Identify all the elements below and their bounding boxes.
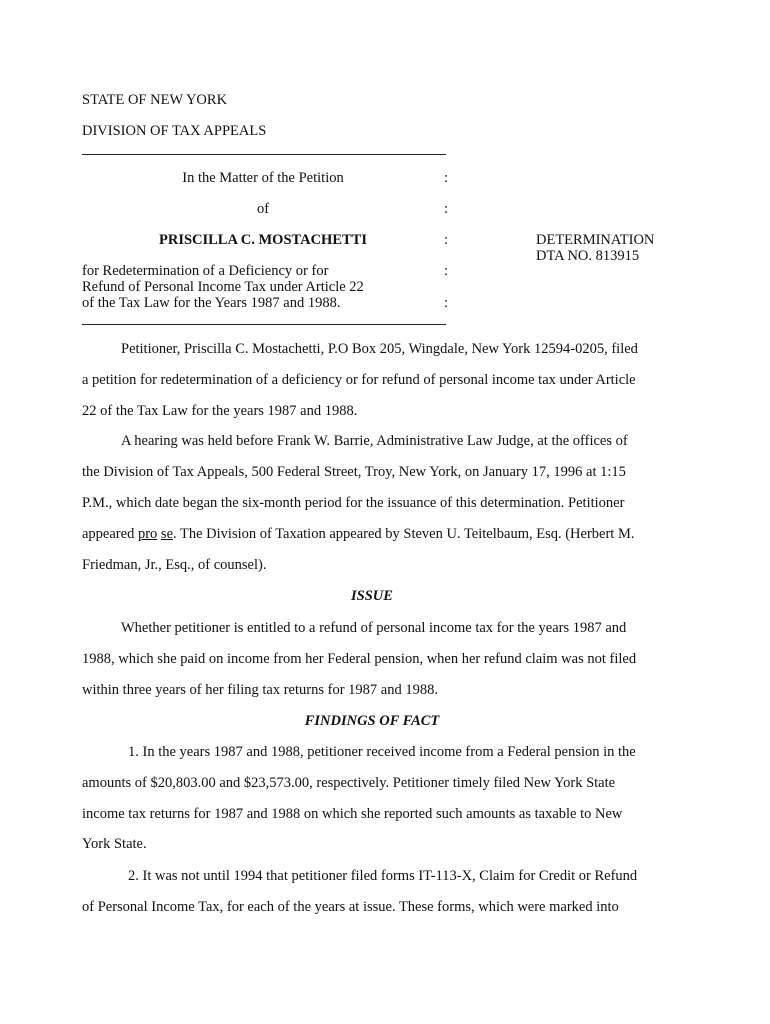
caption-colon: : [444,263,449,279]
paragraph-line: within three years of her filing tax returns for 1987 and 1988. [82,682,438,698]
paragraph-line: P.M., which date began the six-month period for the issuance of this determination. Petitioner [82,495,625,511]
caption-top-rule [82,154,446,155]
paragraph-line: 22 of the Tax Law for the years 1987 and 1988. [82,403,358,419]
paragraph-line: a petition for redetermination of a deficiency or for refund of personal income tax under Article [82,372,636,388]
caption-purpose-line: of the Tax Law for the Years 1987 and 1988. [82,295,341,311]
text-span: . The Division of Taxation appeared by Steven U. Teitelbaum, Esq. (Herbert M. [173,526,635,542]
caption-matter: In the Matter of the Petition [182,170,344,186]
caption-purpose-line: Refund of Personal Income Tax under Article 22 [82,279,364,295]
paragraph-line: A hearing was held before Frank W. Barrie, Administrative Law Judge, at the offices of [121,433,628,449]
state-heading: STATE OF NEW YORK [82,92,228,108]
paragraph-line: amounts of $20,803.00 and $23,573.00, respectively. Petitioner timely filed New York State [82,775,616,791]
petitioner-name: PRISCILLA C. MOSTACHETTI [158,232,367,248]
paragraph-line: the Division of Tax Appeals, 500 Federal Street, Troy, New York, on January 17, 1996 at 1:15 [82,464,626,480]
caption-colon: : [444,201,449,217]
paragraph-line: 1988, which she paid on income from her Federal pension, when her refund claim was not filed [82,651,637,667]
paragraph-line: income tax returns for 1987 and 1988 on which she reported such amounts as taxable to New [82,806,623,822]
text-span: appeared [82,526,138,542]
paragraph-line [82,526,634,543]
caption-colon: : [444,232,449,248]
latin-term: se [160,526,174,542]
dta-number: DTA NO. 813915 [536,248,640,264]
division-heading: DIVISION OF TAX APPEALS [82,123,267,139]
caption-bottom-rule [82,324,446,325]
paragraph-line: Friedman, Jr., Esq., of counsel). [82,557,267,573]
determination-label: DETERMINATION [536,232,655,248]
paragraph-line: 1. In the years 1987 and 1988, petitioner received income from a Federal pension in the [128,744,636,760]
findings-heading: FINDINGS OF FACT [304,713,440,729]
paragraph-line: York State. [82,836,147,852]
issue-heading: ISSUE [351,588,393,604]
paragraph-line: of Personal Income Tax, for each of the years at issue. These forms, which were marked into [82,899,619,915]
caption-purpose-line: for Redetermination of a Deficiency or for [82,263,329,279]
latin-term: pro [137,526,158,542]
paragraph-line: Whether petitioner is entitled to a refund of personal income tax for the years 1987 and [121,620,627,636]
caption-colon: : [444,170,449,186]
paragraph-line: 2. It was not until 1994 that petitioner filed forms IT-113-X, Claim for Credit or Refund [128,868,638,884]
caption-of: of [256,201,270,217]
paragraph-line: Petitioner, Priscilla C. Mostachetti, P.O Box 205, Wingdale, New York 12594-0205, filed [121,341,638,357]
caption-colon: : [444,295,449,311]
